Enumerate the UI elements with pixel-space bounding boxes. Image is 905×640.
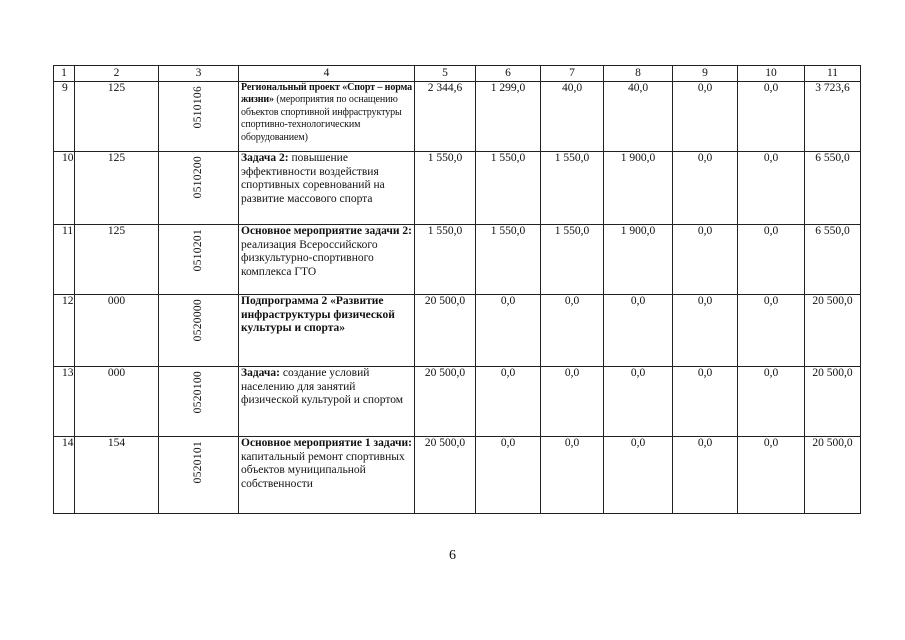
- description-cell: [239, 82, 415, 152]
- description-bold: Основное мероприятие 1 задачи:: [241, 437, 412, 449]
- value-col8: 0,0: [604, 367, 673, 437]
- description-text: создание условий населению для занятий физической культурой и спортом: [241, 367, 404, 407]
- program-code-cell: [159, 225, 239, 295]
- description-bold: Региональный проект «Спорт – норма жизни»: [241, 82, 413, 106]
- header-cell: 9: [673, 66, 738, 82]
- value-col11: 3 723,6: [805, 82, 861, 152]
- header-cell: 3: [159, 66, 239, 82]
- value-col9: 0,0: [673, 82, 738, 152]
- description-bold: Задача 2:: [241, 152, 289, 164]
- description-cell: [239, 152, 415, 225]
- budget-table: [53, 65, 861, 514]
- table-row: [54, 437, 861, 514]
- row-number: 14: [54, 437, 75, 514]
- ministry-code: 125: [75, 82, 159, 152]
- value-col7: 0,0: [541, 437, 604, 514]
- value-col7: 0,0: [541, 367, 604, 437]
- value-col11: 20 500,0: [805, 437, 861, 514]
- value-col7: 0,0: [541, 295, 604, 367]
- value-col6: 1 550,0: [476, 152, 541, 225]
- value-col6: 1 550,0: [476, 225, 541, 295]
- value-col9: 0,0: [673, 437, 738, 514]
- program-code: 0520101: [191, 441, 204, 484]
- value-col5: 20 500,0: [415, 437, 476, 514]
- value-col5: 20 500,0: [415, 295, 476, 367]
- value-col7: 1 550,0: [541, 152, 604, 225]
- header-cell: 11: [805, 66, 861, 82]
- description-cell: [239, 367, 415, 437]
- page-number: 6: [449, 548, 456, 563]
- header-cell: 6: [476, 66, 541, 82]
- value-col6: 0,0: [476, 437, 541, 514]
- value-col10: 0,0: [738, 82, 805, 152]
- table-row: [54, 152, 861, 225]
- program-code: 0510200: [191, 156, 204, 199]
- value-col11: 20 500,0: [805, 367, 861, 437]
- ministry-code: 154: [75, 437, 159, 514]
- value-col6: 1 299,0: [476, 82, 541, 152]
- row-number: 13: [54, 367, 75, 437]
- program-code-cell: [159, 295, 239, 367]
- value-col7: 1 550,0: [541, 225, 604, 295]
- program-code-cell: [159, 437, 239, 514]
- description-cell: [239, 295, 415, 367]
- table-row: [54, 82, 861, 152]
- value-col6: 0,0: [476, 367, 541, 437]
- description-bold: Подпрограмма 2 «Развитие инфраструктуры физической культуры и спорта»: [241, 295, 395, 335]
- row-number: 10: [54, 152, 75, 225]
- value-col7: 40,0: [541, 82, 604, 152]
- description-bold: Задача:: [241, 367, 280, 379]
- description-bold: Основное мероприятие задачи 2:: [241, 225, 412, 237]
- value-col5: 20 500,0: [415, 367, 476, 437]
- table-row: [54, 367, 861, 437]
- ministry-code: 000: [75, 367, 159, 437]
- description-text: повышение эффективности воздействия спортивных соревнований на развитие массового спорта: [241, 152, 385, 205]
- value-col10: 0,0: [738, 367, 805, 437]
- ministry-code: 125: [75, 152, 159, 225]
- value-col6: 0,0: [476, 295, 541, 367]
- header-cell: 10: [738, 66, 805, 82]
- program-code-cell: [159, 367, 239, 437]
- table-row: [54, 295, 861, 367]
- header-cell: 5: [415, 66, 476, 82]
- value-col8: 1 900,0: [604, 152, 673, 225]
- header-cell: 4: [239, 66, 415, 82]
- value-col8: 0,0: [604, 295, 673, 367]
- program-code-cell: [159, 82, 239, 152]
- header-cell: 7: [541, 66, 604, 82]
- value-col11: 20 500,0: [805, 295, 861, 367]
- header-cell: 8: [604, 66, 673, 82]
- value-col10: 0,0: [738, 225, 805, 295]
- value-col5: 2 344,6: [415, 82, 476, 152]
- description-text: реализация Всероссийского физкультурно-спортивного комплекса ГТО: [241, 238, 378, 278]
- header-cell: 2: [75, 66, 159, 82]
- row-number: 11: [54, 225, 75, 295]
- description-cell: [239, 437, 415, 514]
- description-text: капитальный ремонт спортивных объектов муниципальной собственности: [241, 450, 405, 490]
- ministry-code: 125: [75, 225, 159, 295]
- value-col8: 40,0: [604, 82, 673, 152]
- value-col10: 0,0: [738, 437, 805, 514]
- ministry-code: 000: [75, 295, 159, 367]
- value-col11: 6 550,0: [805, 152, 861, 225]
- value-col10: 0,0: [738, 295, 805, 367]
- program-code: 0510106: [191, 86, 204, 129]
- value-col8: 0,0: [604, 437, 673, 514]
- value-col9: 0,0: [673, 225, 738, 295]
- program-code: 0510201: [191, 229, 204, 272]
- row-number: 12: [54, 295, 75, 367]
- value-col10: 0,0: [738, 152, 805, 225]
- value-col9: 0,0: [673, 152, 738, 225]
- value-col5: 1 550,0: [415, 152, 476, 225]
- table-row: [54, 225, 861, 295]
- row-number: 9: [54, 82, 75, 152]
- program-code: 0520100: [191, 371, 204, 414]
- value-col8: 1 900,0: [604, 225, 673, 295]
- description-text: (мероприятия по оснащению объектов спортивной инфраструктуры спортивно-технологическим оборудованием): [241, 94, 402, 143]
- program-code-cell: [159, 152, 239, 225]
- column-number-header: [54, 66, 861, 82]
- value-col9: 0,0: [673, 367, 738, 437]
- program-code: 0520000: [191, 299, 204, 342]
- value-col5: 1 550,0: [415, 225, 476, 295]
- header-cell: 1: [54, 66, 75, 82]
- table-body: [54, 66, 861, 514]
- value-col11: 6 550,0: [805, 225, 861, 295]
- description-cell: [239, 225, 415, 295]
- value-col9: 0,0: [673, 295, 738, 367]
